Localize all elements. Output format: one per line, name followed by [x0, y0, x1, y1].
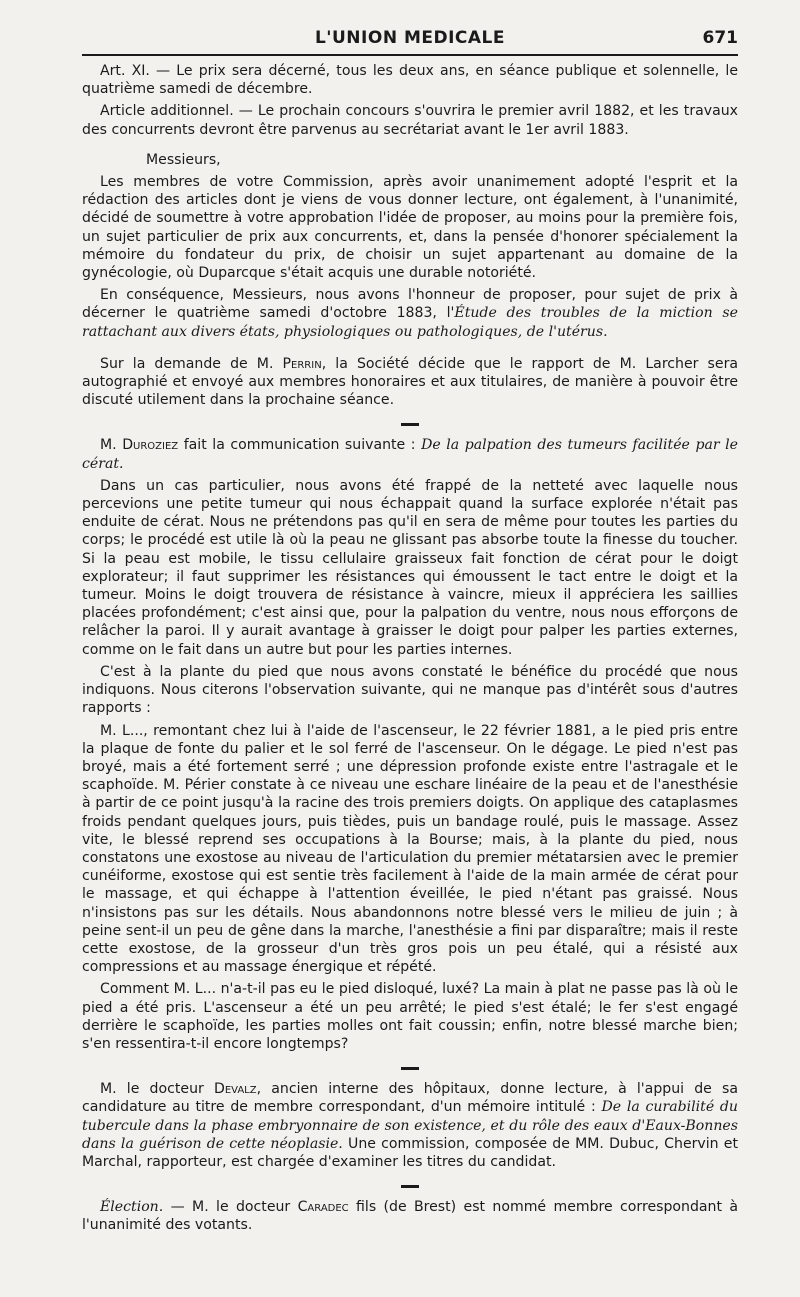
page-header [82, 26, 738, 56]
paragraph-article-additionnel: Article additionnel. — Le prochain concours s'ouvrira le premier avril 1882, et les travaux des concurrents devront être parvenus au secrétariat avant le 1er avril 1883. [82, 103, 738, 138]
paragraph-election: Élection. — M. le docteur Caradec fils (de Brest) est nommé membre correspondant à l'unanimité des votants. [82, 1199, 738, 1234]
section-separator [401, 1185, 419, 1188]
salutation: Messieurs, [146, 151, 221, 168]
section-separator [401, 1067, 419, 1070]
paragraph-observation: M. L..., remontant chez lui à l'aide de l'ascenseur, le 22 février 1881, a le pied pris entre la plaque de fonte du palier et le sol ferré de l'ascenseur. On le dégage. Le pied n'est pas broyé, mais a été fortement serré ; une dépression profonde existe entre l'astragale et le scaphoïde. M. Périer constate à ce niveau une eschare linéaire de la peau et de l'anesthésie à partir de ce point jusqu'à la racine des trois premiers doigts. On applique des cataplasmes froids pendant quelques jours, puis tièdes, puis un bandage roulé, puis le massage. Assez vite, le blessé reprend ses occupations à la Bourse; mais, à la plante du pied, nous constatons une exostose au niveau de l'articulation du premier métatarsien avec le premier cunéiforme, exostose qui est sentie très facilement à l'aide de la main armée de cérat pour le massage, et qui échappe à l'attention éveillée, le pied n'étant pas graissé. Nous n'insistons pas sur les détails. Nous abandonnons notre blessé vers le milieu de juin ; à peine sent-il un peu de gêne dans la marche, l'anesthésie a fini par disparaître; mais il reste cette exostose, de la grosseur d'un très gros pois un peu étalé, qui a résisté aux compressions et au massage énergique et répété. [82, 722, 738, 976]
paragraph-plante-du-pied: C'est à la plante du pied que nous avons constaté le bénéfice du procédé que nous indiquons. Nous citerons l'observation suivante, qui ne manque pas d'intérêt sous d'autres rapports : [82, 663, 738, 717]
paragraph-art-xi: Art. XI. — Le prix sera décerné, tous les deux ans, en séance publique et solennelle, le quatrième samedi de décembre. [82, 63, 738, 98]
paragraph-perrin: Sur la demande de M. Perrin, la Société décide que le rapport de M. Larcher sera autographié et envoyé aux membres honoraires et aux titulaires, de manière à pouvoir être discuté utilement dans la prochaine séance. [82, 355, 738, 409]
running-title: L'UNION MEDICALE [314, 28, 506, 48]
paragraph-duroziez-intro: M. Duroziez fait la communication suivante : De la palpation des tumeurs facilitée par le cérat. [82, 437, 738, 472]
paragraph-devalz: M. le docteur Devalz, ancien interne des hôpitaux, donne lecture, à l'appui de sa candidature au titre de membre correspondant, d'un mémoire intitulé : De la curabilité du tubercule dans la phase embryonnaire de son existence, et du rôle des eaux d'Eaux-Bonnes dans la guérison de cette néoplasie. Une commission, composée de MM. Dubuc, Chervin et Marchal, rapporteur, est chargée d'examiner les titres du candidat. [82, 1081, 739, 1170]
section-separator [401, 423, 419, 426]
paragraph-cas-particulier: Dans un cas particulier, nous avons été frappé de la netteté avec laquelle nous percevions une petite tumeur qui nous échappait quand la surface explorée n'était pas enduite de cérat. Nous ne prétendons pas qu'il en sera de même pour toutes les parties du corps; le procédé est utile là où la peau ne glissant pas absorbe toute la finesse du toucher. Si la peau est mobile, le tissu cellulaire graisseux fait fonction de cérat pour le doigt explorateur; il faut supprimer les résistances qui émoussent le tact entre le doigt et la tumeur. Moins le doigt trouvera de résistance à vaincre, mieux il appréciera les saillies placées profondément; c'est ainsi que, pour la palpation du ventre, nous nous efforçons de relâcher la paroi. Il y aurait avantage à graisser le doigt pour palper les parties externes, comme on le fait dans un autre but pour les parties internes. [82, 477, 738, 658]
paragraph-consequence: En conséquence, Messieurs, nous avons l'honneur de proposer, pour sujet de prix à décerner le quatrième samedi d'octobre 1883, l'Étude des troubles de la miction se rattachant aux divers états, physiologiques ou pathologiques, de l'utérus. [82, 287, 738, 340]
paragraph-comment: Comment M. L... n'a-t-il pas eu le pied disloqué, luxé? La main à plat ne passe pas là où le pied a été pris. L'ascenseur a été un peu arrêté; le pied s'est étalé; le fer s'est engagé derrière le scaphoïde, les parties molles ont fait coussin; enfin, notre blessé marche bien; s'en ressentira-t-il encore longtemps? [82, 981, 738, 1052]
page-number: 671 [702, 28, 738, 48]
paragraph-commission: Les membres de votre Commission, après avoir unanimement adopté l'esprit et la rédaction des articles dont je viens de vous donner lecture, ont également, à l'unanimité, décidé de soumettre à votre approbation l'idée de proposer, au moins pour la première fois, un sujet particulier de prix aux concurrents, et, dans la pensée d'honorer spécialement la mémoire du fondateur du prix, de choisir un sujet appartenant au domaine de la gynécologie, où Duparcque s'était acquis une durable notoriété. [82, 174, 738, 282]
article-body [82, 62, 738, 1235]
